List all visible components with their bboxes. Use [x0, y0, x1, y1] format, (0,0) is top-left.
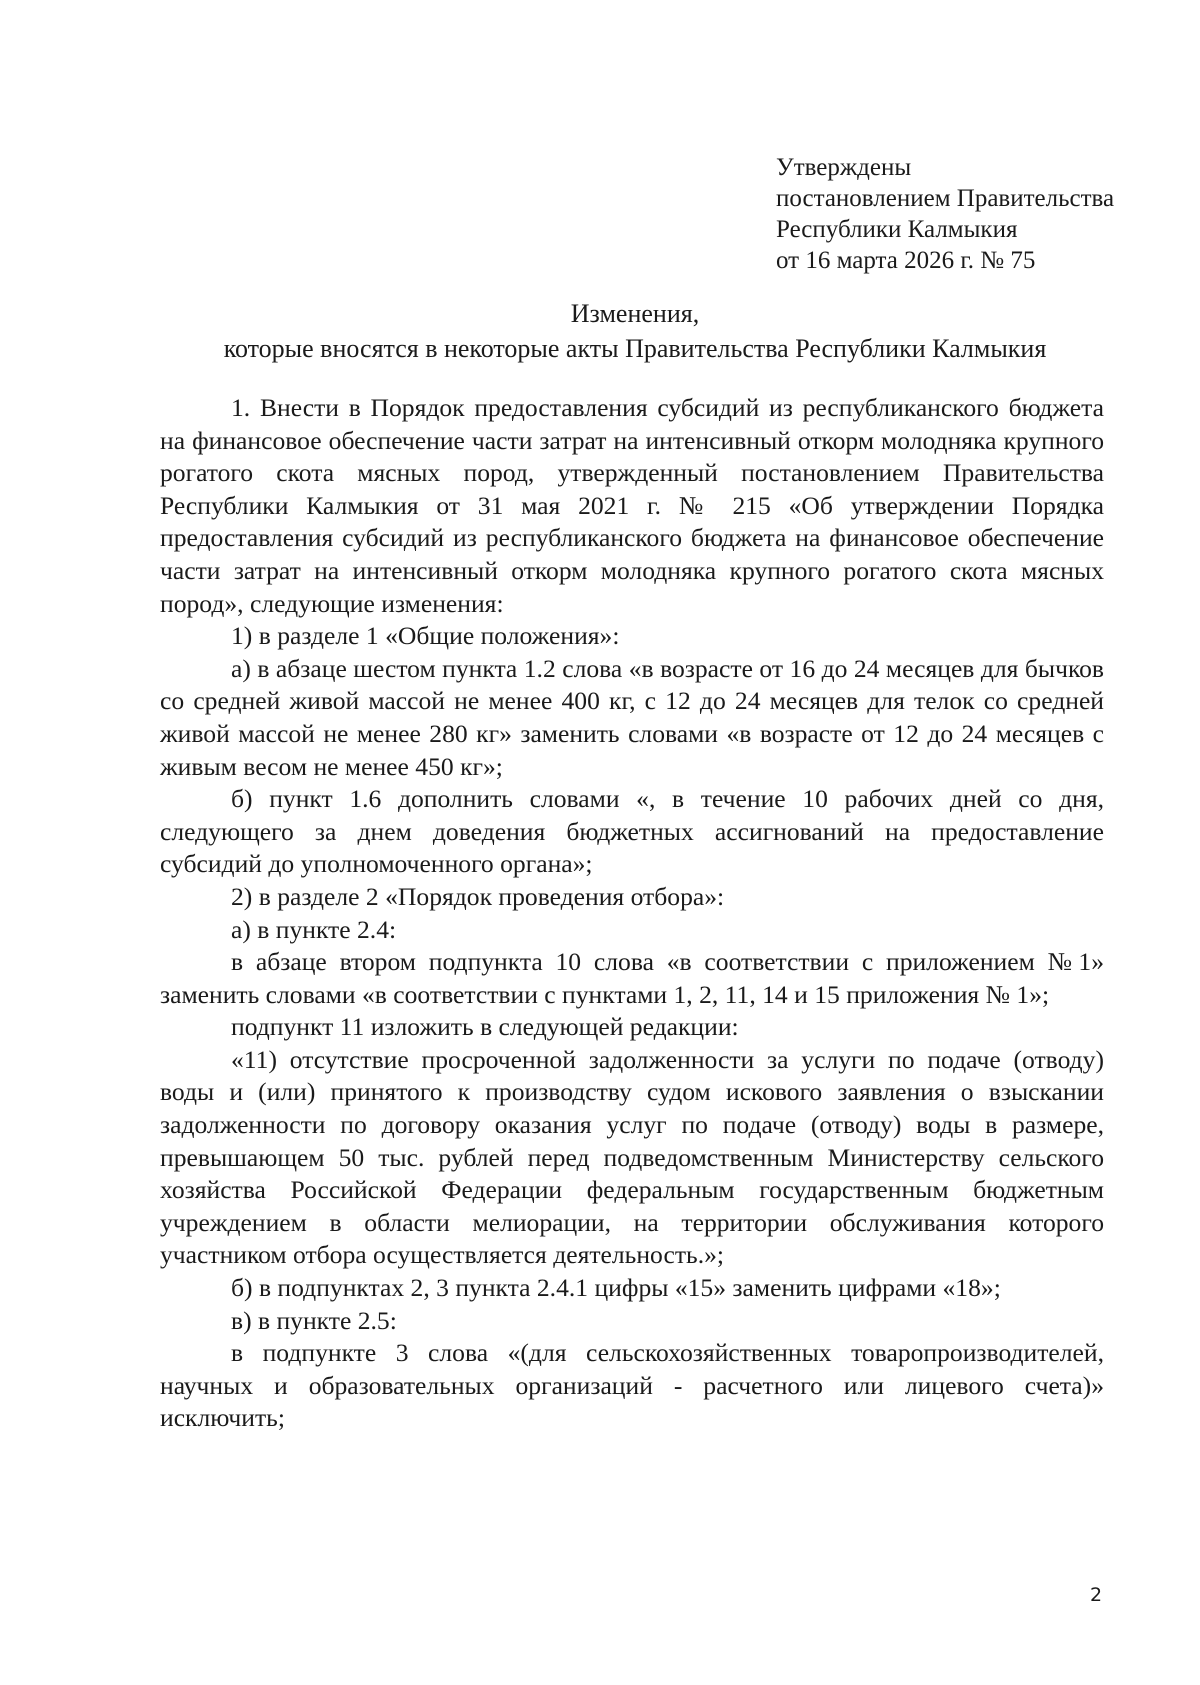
paragraph: а) в пункте 2.4:	[231, 914, 397, 944]
paragraph: в) в пункте 2.5:	[231, 1305, 397, 1335]
document-title: Изменения,	[570, 299, 700, 328]
approval-line: Республики Калмыкия	[776, 216, 1018, 243]
document-subtitle: которые вносятся в некоторые акты Правительства Республики Калмыкия	[223, 334, 1047, 363]
approval-line: Утверждены	[776, 154, 912, 181]
approval-line: от 16 марта 2026 г. № 75	[776, 247, 1036, 274]
paragraph: 2) в разделе 2 «Порядок проведения отбора»:	[231, 881, 725, 911]
paragraph: 1. Внести в Порядок предоставления субсидий из республиканского бюджета на финансовое обеспечение части затрат на интенсивный откорм молодняка крупного рогатого скота мясных пород, утвержденный постановлением Правительства Республики Калмыкия от 31 мая 2021 г. № 215 «Об утверждении Порядка предоставления субсидий из республиканского бюджета на финансовое обеспечение части затрат на интенсивный откорм молодняка крупного рогатого скота мясных пород», следующие изменения:	[160, 393, 1104, 618]
document-heading	[160, 296, 1110, 366]
paragraph: а) в абзаце шестом пункта 1.2 слова «в возрасте от 16 до 24 месяцев для бычков со средней живой массой не менее 400 кг, с 12 до 24 месяцев для телок со средней живой массой не менее 280 кг» заменить словами «в возрасте от 12 до 24 месяцев с живым весом не менее 450 кг»;	[160, 653, 1104, 781]
paragraph: б) в подпунктах 2, 3 пункта 2.4.1 цифры «15» заменить цифрами «18»;	[231, 1273, 1001, 1303]
paragraph: в абзаце втором подпункта 10 слова «в соответствии с приложением №1» заменить словами «в соответствии с пунктами 1, 2, 11, 14 и 15 приложения № 1»;	[160, 947, 1104, 1009]
page-number: 2	[1090, 1584, 1103, 1606]
approval-stamp-block	[776, 152, 1176, 276]
paragraph: «11) отсутствие просроченной задолженности за услуги по подаче (отводу) воды и (или) принятого к производству судом искового заявления о взыскании задолженности по договору оказания услуг по подаче (отводу) воды в размере, превышающем 50 тыс. рублей перед подведомственным Министерству сельского хозяйства Российской Федерации федеральным государственным бюджетным учреждением в области мелиорации, на территории обслуживания которого участником отбора осуществляется деятельность.»;	[160, 1044, 1104, 1270]
paragraph: подпункт 11 изложить в следующей редакции:	[231, 1012, 739, 1042]
document-body	[160, 392, 1104, 1435]
paragraph: в подпункте 3 слова «(для сельскохозяйственных товаропроизводителей, научных и образовательных организаций - расчетного или лицевого счета)» исключить;	[160, 1338, 1104, 1433]
paragraph: б) пункт 1.6 дополнить словами «, в течение 10 рабочих дней со дня, следующего за днем доведения бюджетных ассигнований на предоставление субсидий до уполномоченного органа»;	[160, 784, 1104, 879]
paragraph: 1) в разделе 1 «Общие положения»:	[231, 621, 620, 651]
approval-line: постановлением Правительства	[776, 185, 1115, 212]
